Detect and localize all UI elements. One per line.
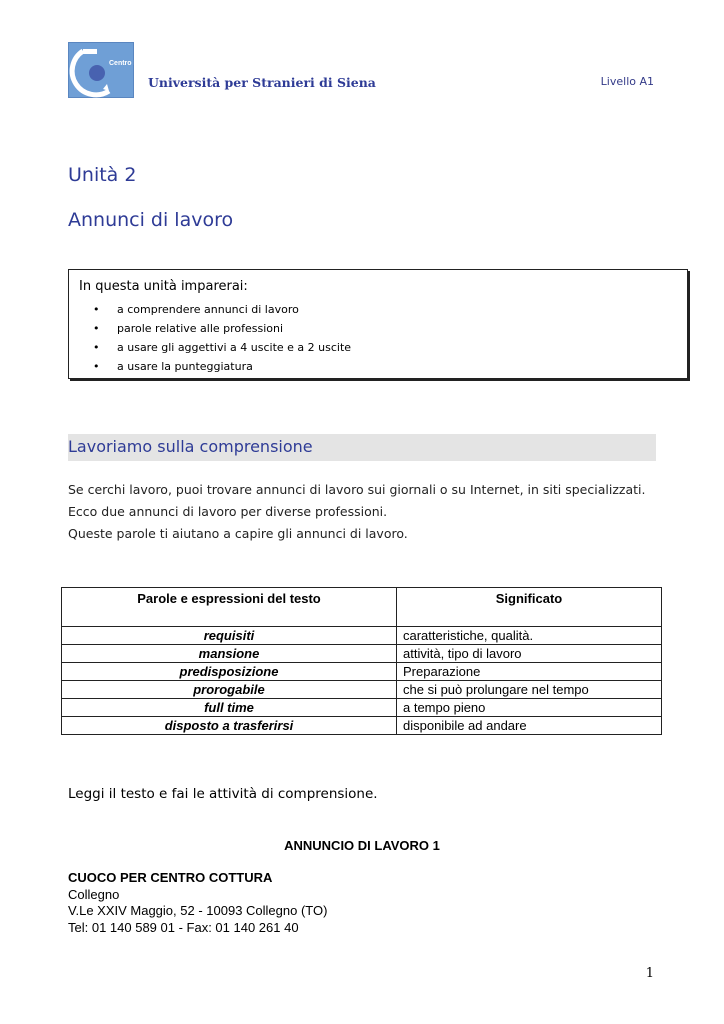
job-contacts: Tel: 01 140 589 01 - Fax: 01 140 261 40 — [68, 919, 299, 935]
paragraph: Queste parole ti aiutano a capire gli annunci di lavoro. — [68, 526, 408, 541]
logo-icon — [69, 43, 152, 97]
objective-item: • a comprendere annunci di lavoro — [117, 300, 351, 319]
table-row — [62, 627, 662, 645]
objective-item: • a usare gli aggettivi a 4 uscite e a 2 uscite — [117, 338, 351, 357]
column-header-meaning: Significato — [397, 588, 662, 627]
meaning-cell: disponibile ad andare — [397, 717, 662, 735]
objective-item: • parole relative alle professioni — [117, 319, 351, 338]
unit-subtitle: Annunci di lavoro — [68, 209, 234, 231]
level-label: Livello A1 — [600, 75, 654, 88]
term-cell: mansione — [62, 645, 397, 663]
instruction-text: Leggi il testo e fai le attività di comprensione. — [68, 786, 378, 802]
term-cell: full time — [62, 699, 397, 717]
table-row — [62, 645, 662, 663]
job-announcement — [68, 870, 327, 936]
term-cell: predisposizione — [62, 663, 397, 681]
objectives-list — [69, 300, 351, 376]
term-cell: disposto a trasferirsi — [62, 717, 397, 735]
objective-item: • a usare la punteggiatura — [117, 357, 351, 376]
university-name: Università per Stranieri di Siena — [148, 75, 376, 90]
meaning-cell: Preparazione — [397, 663, 662, 681]
table-row — [62, 717, 662, 735]
job-city: Collegno — [68, 886, 120, 902]
table-row — [62, 699, 662, 717]
column-header-terms: Parole e espressioni del testo — [62, 588, 397, 627]
objectives-box — [68, 269, 688, 379]
objectives-heading: In questa unità imparerai: — [79, 279, 248, 294]
intro-text — [68, 479, 656, 545]
term-cell: prorogabile — [62, 681, 397, 699]
unit-title: Unità 2 — [68, 164, 137, 186]
announcement-title: ANNUNCIO DI LAVORO 1 — [284, 838, 440, 853]
section-title: Lavoriamo sulla comprensione — [68, 437, 313, 456]
paragraph: Ecco due annunci di lavoro per diverse professioni. — [68, 504, 388, 519]
meaning-cell: attività, tipo di lavoro — [397, 645, 662, 663]
job-address: V.Le XXIV Maggio, 52 - 10093 Collegno (TO) — [68, 903, 328, 918]
centro-fast-logo — [68, 42, 152, 98]
table-row — [62, 663, 662, 681]
meaning-cell: che si può prolungare nel tempo — [397, 681, 662, 699]
meaning-cell: caratteristiche, qualità. — [397, 627, 662, 645]
table-header-row — [62, 588, 662, 627]
svg-text:Centro FAST: Centro FAST — [109, 60, 152, 67]
table-row — [62, 681, 662, 699]
paragraph: Se cerchi lavoro, puoi trovare annunci di lavoro sui giornali o su Internet, in siti specializzati. — [68, 482, 646, 497]
meaning-cell: a tempo pieno — [397, 699, 662, 717]
job-title: CUOCO PER CENTRO COTTURA — [68, 870, 273, 885]
term-cell: requisiti — [62, 627, 397, 645]
vocabulary-table — [61, 587, 662, 735]
page-number: 1 — [645, 966, 654, 981]
section-header — [68, 434, 656, 461]
